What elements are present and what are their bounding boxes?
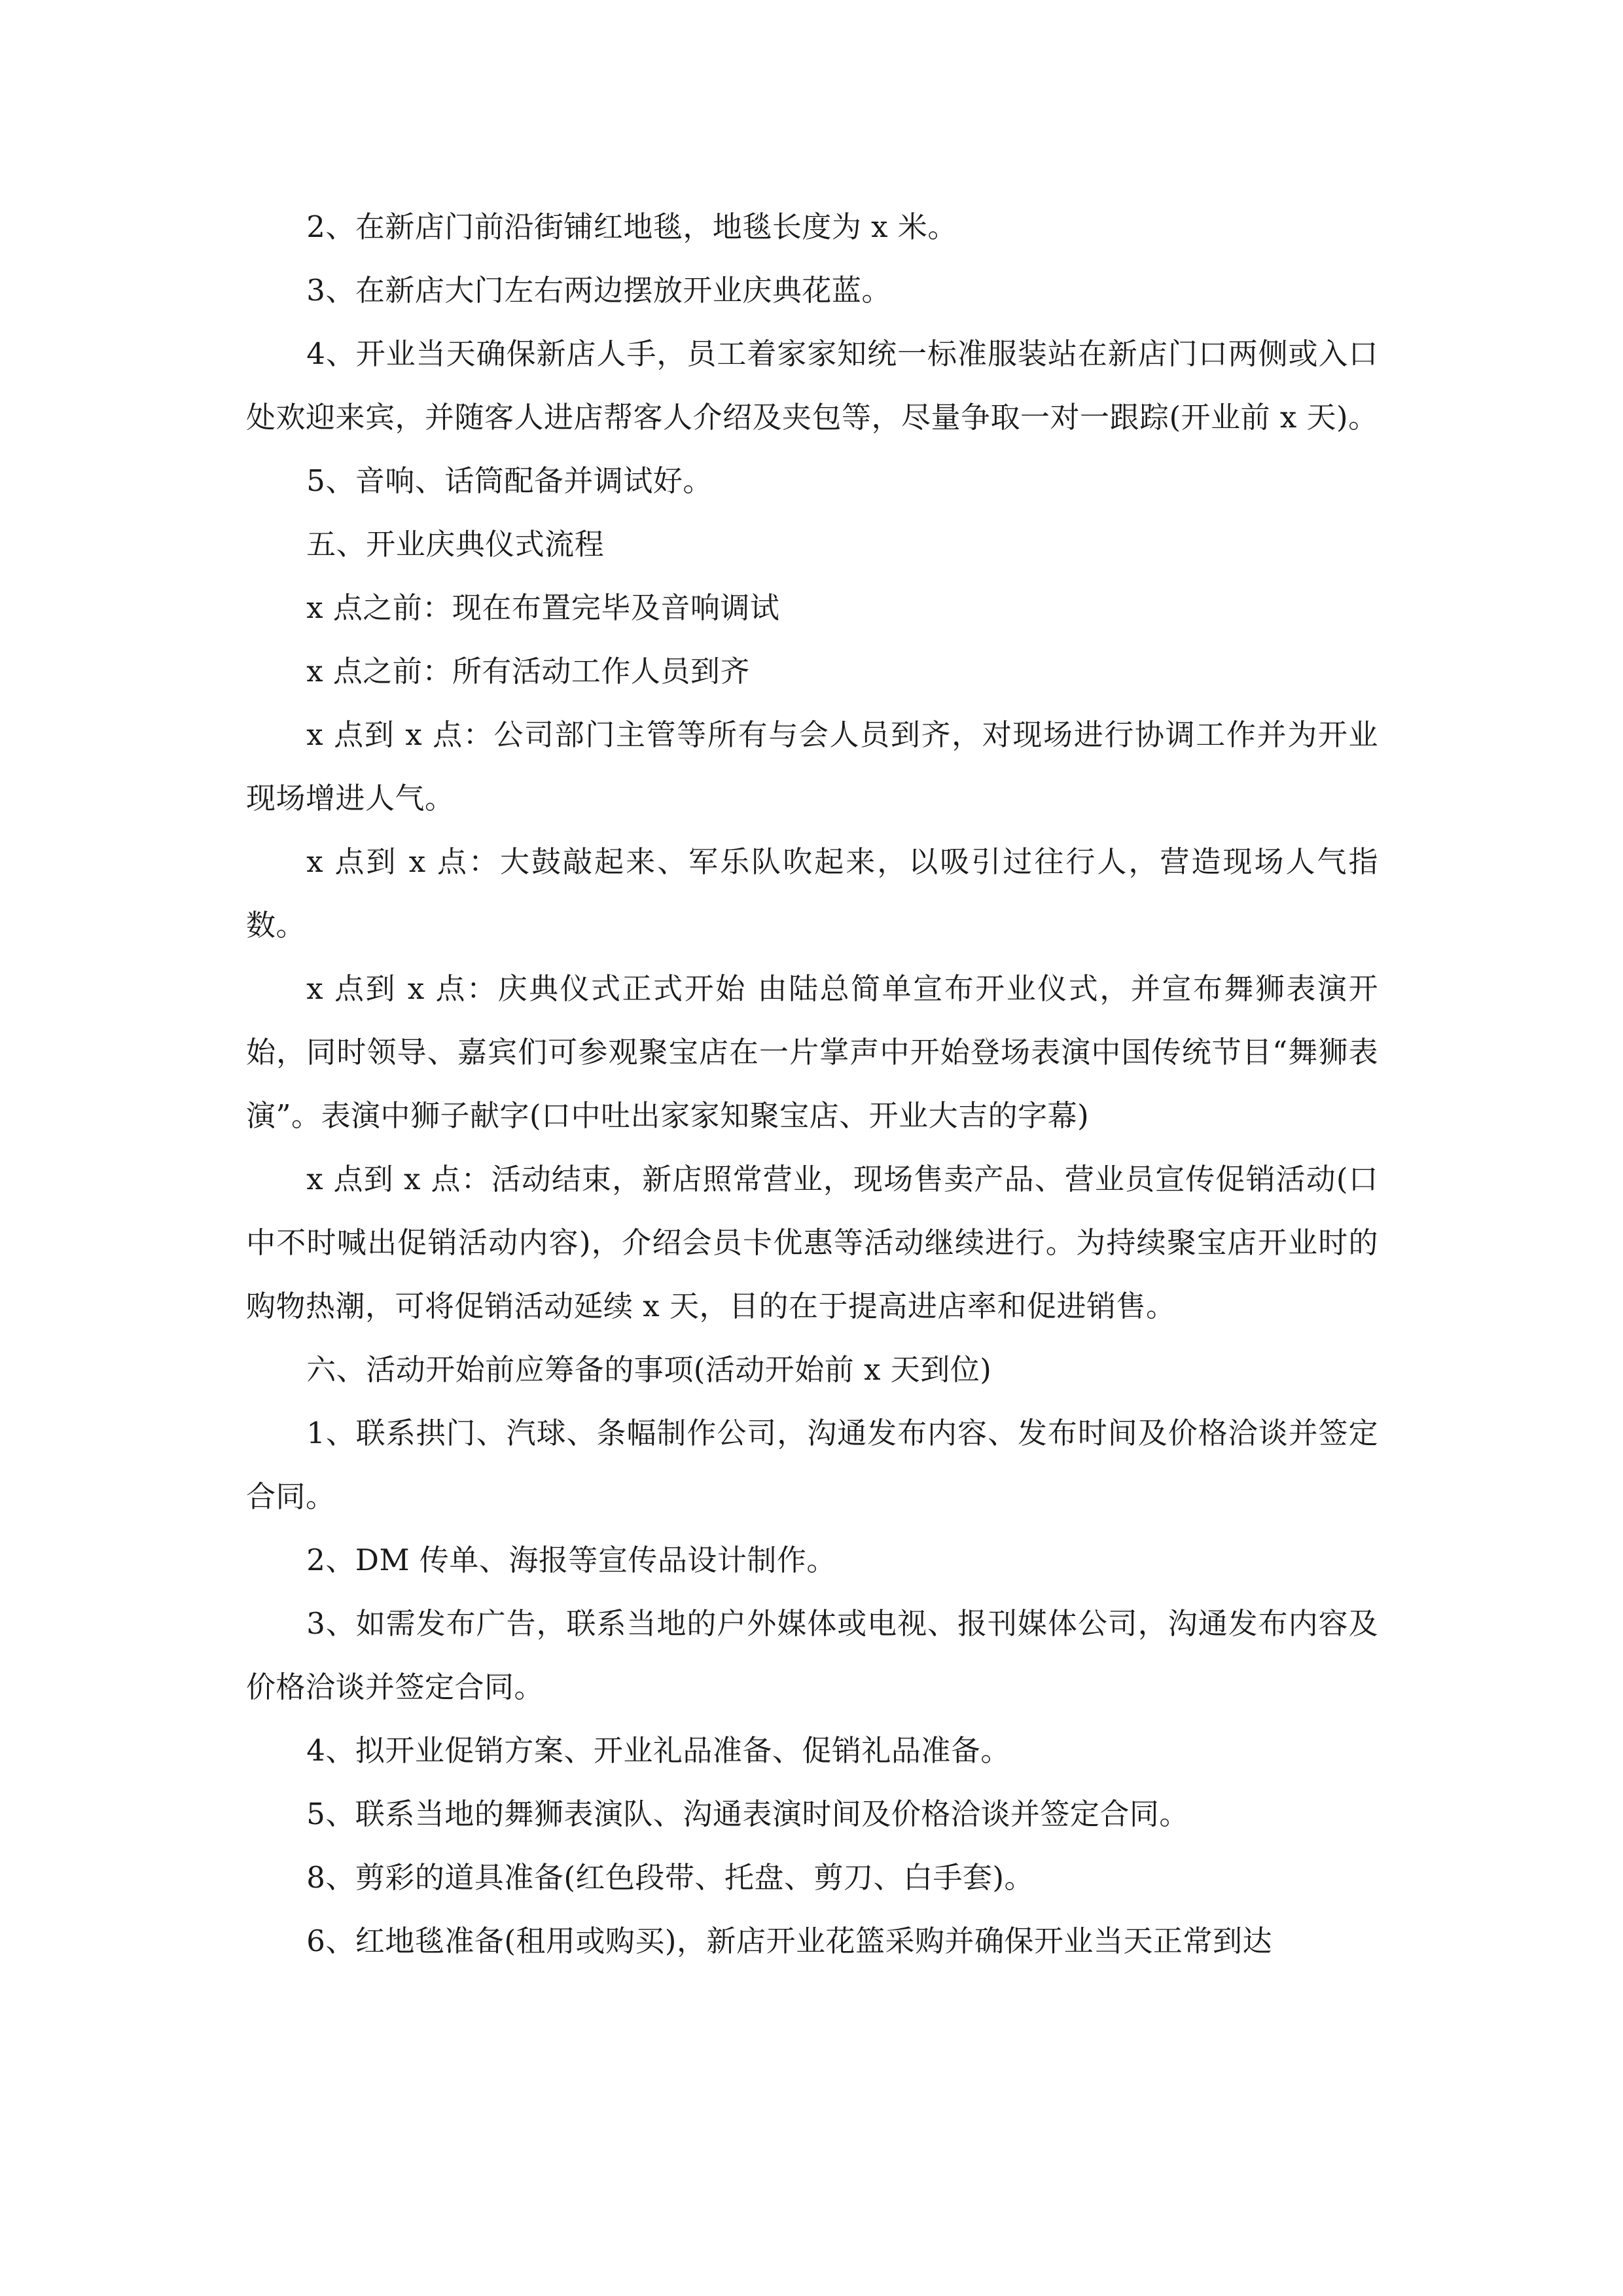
paragraph-flower-baskets: 3、在新店大门左右两边摆放开业庆典花蓝。 <box>306 273 891 308</box>
section-heading-preparation: 六、活动开始前应筹备的事项(活动开始前 x 天到位) <box>306 1352 992 1387</box>
paragraph-schedule-end: x 点到 x 点：活动结束，新店照常营业，现场售卖产品、营业员宣传促销活动(口中不时喊出促销活动内容)，介绍会员卡优惠等活动继续进行。为持续聚宝店开业时的购物热潮，可将促销活动延续 x 天，目的在于提高进店率和促进销售。 <box>246 1162 1378 1323</box>
paragraph-schedule-managers: x 点到 x 点：公司部门主管等所有与会人员到齐，对现场进行协调工作并为开业现场增进人气。 <box>246 717 1379 816</box>
paragraph-schedule-drums: x 点到 x 点：大鼓敲起来、军乐队吹起来，以吸引过往行人，营造现场人气指数。 <box>246 844 1378 942</box>
paragraph-prep-ads: 3、如需发布广告，联系当地的户外媒体或电视、报刊媒体公司，沟通发布内容及价格洽谈并签定合同。 <box>246 1606 1378 1704</box>
paragraph-staffing: 4、开业当天确保新店人手，员工着家家知统一标准服装站在新店门口两侧或入口处欢迎来宾，并随客人进店帮客人介绍及夹包等，尽量争取一对一跟踪(开业前 x 天)。 <box>246 336 1378 435</box>
paragraph-red-carpet: 2、在新店门前沿街铺红地毯，地毯长度为 x 米。 <box>306 209 957 244</box>
paragraph-audio: 5、音响、话筒配备并调试好。 <box>306 463 713 498</box>
paragraph-prep-flyers: 2、DM 传单、海报等宣传品设计制作。 <box>306 1543 836 1577</box>
paragraph-prep-promotion: 4、拟开业促销方案、开业礼品准备、促销礼品准备。 <box>306 1733 1010 1768</box>
paragraph-schedule-ceremony: x 点到 x 点：庆典仪式正式开始 由陆总简单宣布开业仪式，并宣布舞狮表演开始，同时领导、嘉宾们可参观聚宝店在一片掌声中开始登场表演中国传统节目“舞狮表演”。表演中狮子献字(口中吐出家家知聚宝店、开业大吉的字幕) <box>246 971 1378 1133</box>
section-heading-ceremony-flow: 五、开业庆典仪式流程 <box>306 527 605 562</box>
document-page <box>246 195 1378 1973</box>
paragraph-prep-arches: 1、联系拱门、汽球、条幅制作公司，沟通发布内容、发布时间及价格洽谈并签定合同。 <box>246 1416 1378 1514</box>
paragraph-prep-carpet: 6、红地毯准备(租用或购买)，新店开业花篮采购并确保开业当天正常到达 <box>306 1924 1272 1958</box>
paragraph-schedule-setup: x 点之前：现在布置完毕及音响调试 <box>306 590 780 625</box>
paragraph-prep-lion-dance: 5、联系当地的舞狮表演队、沟通表演时间及价格洽谈并签定合同。 <box>306 1797 1189 1831</box>
paragraph-schedule-staff: x 点之前：所有活动工作人员到齐 <box>306 654 750 689</box>
paragraph-prep-ribbon: 8、剪彩的道具准备(红色段带、托盘、剪刀、白手套)。 <box>306 1860 1034 1895</box>
